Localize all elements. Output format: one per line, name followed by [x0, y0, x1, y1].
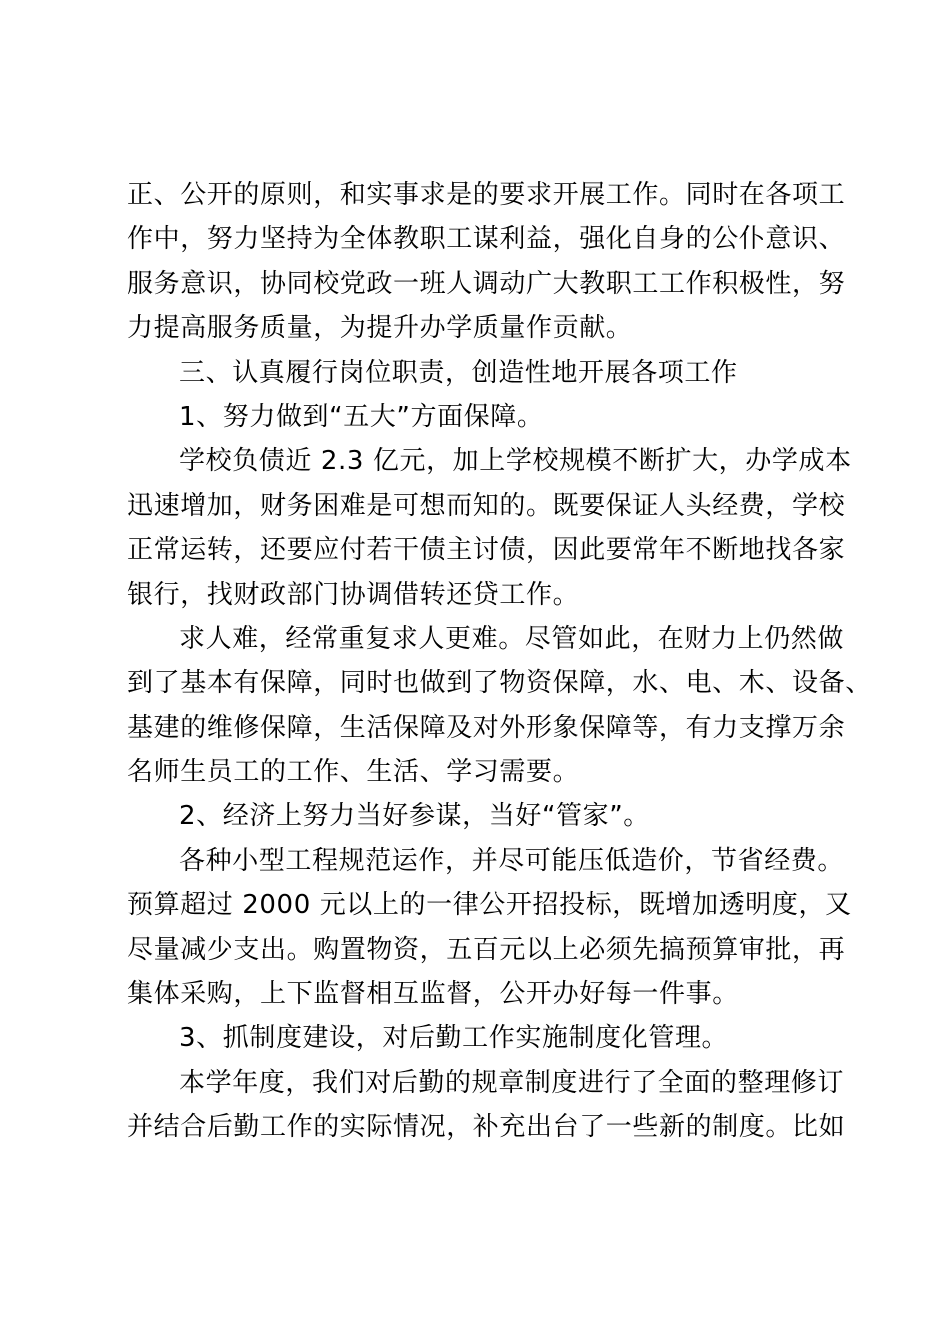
text-line: 正常运转，还要应付若干债主讨债，因此要常年不断地找各家 [127, 535, 846, 566]
text-line: 学校负债近 2.3 亿元，加上学校规模不断扩大，办学成本 [179, 446, 852, 477]
text-line: 正、公开的原则，和实事求是的要求开展工作。同时在各项工 [127, 180, 846, 210]
text-line: 迅速增加，财务困难是可想而知的。既要保证人头经费，学校 [127, 490, 846, 521]
text-line: 集体采购，上下监督相互监督，公开办好每一件事。 [127, 979, 739, 1010]
text-line: 到了基本有保障，同时也做到了物资保障，水、电、木、设备、 [127, 668, 872, 699]
text-line: 尽量减少支出。购置物资，五百元以上必须先搞预算审批，再 [127, 934, 846, 965]
text-line: 求人难，经常重复求人更难。尽管如此，在财力上仍然做 [179, 623, 845, 654]
text-line: 力提高服务质量，为提升办学质量作贡献。 [127, 313, 633, 344]
text-line: 各种小型工程规范运作，并尽可能压低造价，节省经费。 [179, 845, 845, 876]
subsection-heading: 2、经济上努力当好参谋，当好“管家”。 [179, 801, 650, 832]
subsection-heading: 3、抓制度建设，对后勤工作实施制度化管理。 [179, 1023, 729, 1054]
text-line: 基建的维修保障，生活保障及对外形象保障等，有力支撑万余 [127, 712, 846, 743]
text-line: 服务意识，协同校党政一班人调动广大教职工工作积极性，努 [127, 268, 846, 299]
subsection-heading: 1、努力做到“五大”方面保障。 [179, 401, 544, 432]
text-line: 本学年度，我们对后勤的规章制度进行了全面的整理修订 [179, 1067, 845, 1098]
text-line: 作中，努力坚持为全体教职工谋利益，强化自身的公仆意识、 [127, 224, 846, 255]
text-line: 银行，找财政部门协调借转还贷工作。 [127, 579, 580, 610]
text-line: 并结合后勤工作的实际情况，补充出台了一些新的制度。比如 [127, 1112, 846, 1143]
text-line: 名师生员工的工作、生活、学习需要。 [127, 757, 580, 788]
document-body [127, 173, 872, 1150]
text-line: 预算超过 2000 元以上的一律公开招投标，既增加透明度，又 [127, 890, 852, 921]
section-heading: 三、认真履行岗位职责，创造性地开展各项工作 [179, 357, 738, 388]
